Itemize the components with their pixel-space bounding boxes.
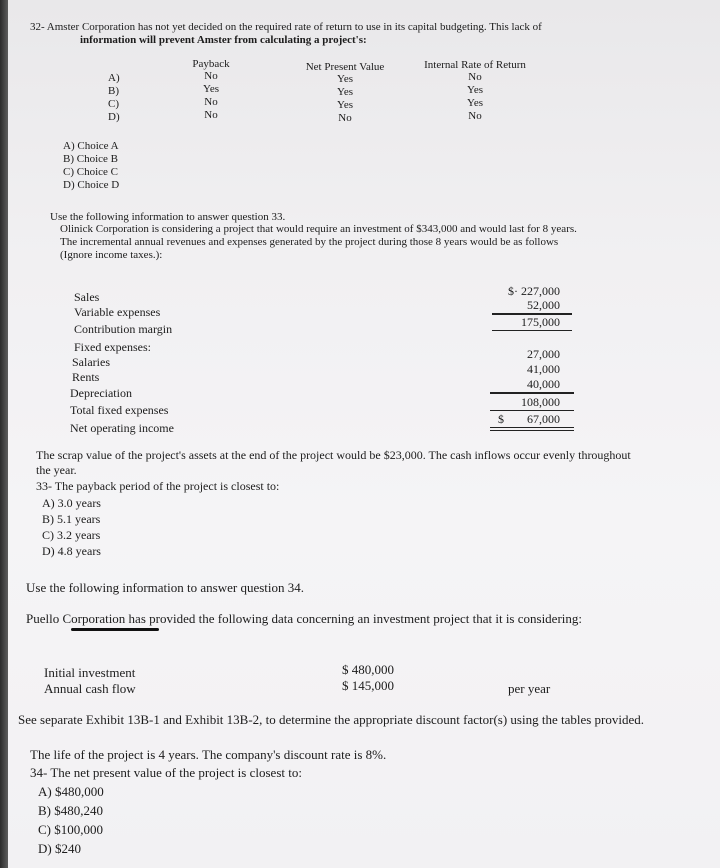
screen-left-edge [0, 0, 8, 868]
q34-choice-b: B) $480,240 [38, 803, 103, 818]
q33-intro: Use the following information to answer question 33. [50, 211, 286, 223]
q32-choice-b: B) Choice B [63, 153, 118, 165]
q32-choice-c: C) Choice C [63, 166, 118, 178]
value-sales: $· 227,000 [508, 284, 560, 298]
q33-choice-c: C) 3.2 years [42, 528, 101, 542]
label-contribution-margin: Contribution margin [74, 322, 173, 336]
value-noi-dollar: $ [498, 412, 504, 426]
q33-choice-a: A) 3.0 years [42, 496, 101, 510]
q32-row-a-irr: No [468, 71, 482, 83]
q32-row-label-a: A) [108, 72, 120, 84]
label-salaries: Salaries [72, 355, 110, 369]
q34-company-prefix: Puello [26, 611, 63, 626]
header-payback: Payback [192, 58, 230, 70]
value-rents: 41,000 [527, 362, 560, 376]
header-irr: Internal Rate of Return [424, 59, 526, 71]
q33-para-line1: Olinick Corporation is considering a project that would require an investment of $343,000 and would last for 8 years. [60, 223, 577, 235]
q32-row-a-npv: Yes [336, 73, 353, 85]
q32-row-a-payback: No [204, 70, 218, 82]
rule-double-top [490, 427, 574, 428]
q33-choice-d: D) 4.8 years [42, 544, 101, 558]
q32-row-label-c: C) [108, 98, 119, 110]
q32-row-c-irr: Yes [466, 97, 483, 109]
q34-per-year: per year [508, 681, 551, 696]
value-net-operating-income: 67,000 [527, 412, 560, 426]
label-rents: Rents [72, 370, 100, 384]
rule-double-bottom [490, 430, 574, 431]
q34-intro: Use the following information to answer question 34. [26, 580, 305, 595]
q34-cashflow-value: $ 145,000 [342, 678, 394, 693]
q32-choice-a: A) Choice A [63, 140, 119, 152]
q34-choice-a: A) $480,000 [38, 784, 104, 799]
value-salaries: 27,000 [527, 347, 560, 361]
q33-scrap-line2: the year. [36, 463, 77, 477]
q34-exhibit-note: See separate Exhibit 13B-1 and Exhibit 13B-2, to determine the appropriate discount factor(s) using the tables provided. [18, 712, 644, 727]
q32-row-b-npv: Yes [336, 86, 353, 98]
q32-row-label-b: B) [108, 85, 119, 97]
q33-choice-b: B) 5.1 years [42, 512, 101, 526]
value-total-fixed-expenses: 108,000 [521, 395, 560, 409]
q34-choice-d: D) $240 [38, 841, 81, 856]
q34-initial-label: Initial investment [44, 665, 136, 680]
q32-row-b-irr: Yes [466, 84, 483, 96]
label-variable-expenses: Variable expenses [74, 305, 161, 319]
value-depreciation: 40,000 [527, 377, 560, 391]
rule-after-depreciation [490, 392, 574, 394]
label-sales: Sales [74, 290, 100, 304]
q33-para-line3: (Ignore income taxes.): [60, 249, 163, 261]
handwritten-underline [71, 628, 159, 631]
header-npv: Net Present Value [305, 61, 385, 73]
q32-stem-line2: information will prevent Amster from calculating a project's: [80, 34, 367, 46]
value-contribution-margin: 175,000 [521, 315, 560, 329]
q32-choice-d: D) Choice D [63, 179, 120, 191]
q33-question: 33- The payback period of the project is closest to: [36, 479, 280, 493]
document-page [8, 0, 720, 868]
label-fixed-expenses: Fixed expenses: [74, 340, 151, 354]
label-depreciation: Depreciation [70, 386, 132, 400]
rule-after-total-fixed [490, 410, 574, 411]
label-net-operating-income: Net operating income [70, 421, 174, 435]
q32-row-b-payback: Yes [202, 83, 219, 95]
q34-company-line [26, 611, 582, 627]
q32-row-label-d: D) [108, 111, 120, 123]
q34-choice-c: C) $100,000 [38, 822, 103, 837]
q32-stem-line1: 32- Amster Corporation has not yet decided on the required rate of return to use in its capital budgeting. This lack of [30, 21, 542, 33]
value-variable-expenses: 52,000 [527, 298, 560, 312]
q34-company-underlined: Corporation has [62, 611, 146, 626]
q32-row-d-irr: No [468, 110, 482, 122]
q33-para-line2: The incremental annual revenues and expenses generated by the project during those 8 years would be as follows [60, 236, 559, 248]
q32-row-c-npv: Yes [336, 99, 353, 111]
q34-initial-value: $ 480,000 [342, 662, 394, 677]
q34-cashflow-label: Annual cash flow [44, 681, 136, 696]
q34-question: 34- The net present value of the project is closest to: [30, 765, 302, 780]
rule-after-cm [492, 330, 572, 331]
q32-row-d-npv: No [338, 112, 352, 124]
q34-life-line: The life of the project is 4 years. The company's discount rate is 8%. [30, 747, 387, 762]
q33-scrap-line1: The scrap value of the project's assets at the end of the project would be $23,000. The cash inflows occur evenly throughout [36, 448, 631, 462]
q34-company-suffix: provided the following data concerning an investment project that it is considering: [145, 611, 582, 626]
q32-row-c-payback: No [204, 96, 218, 108]
label-total-fixed-expenses: Total fixed expenses [70, 403, 169, 417]
q32-row-d-payback: No [204, 109, 218, 121]
